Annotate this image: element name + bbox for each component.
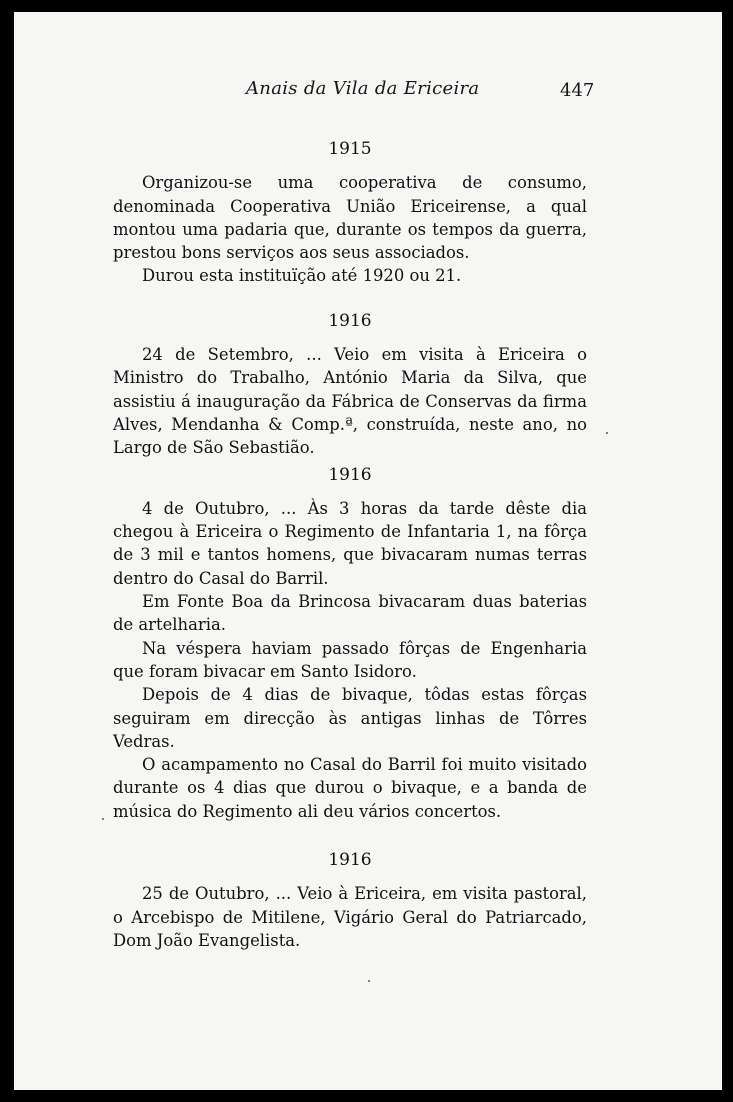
section-year: 1915 <box>328 139 372 159</box>
paragraph: O acampamento no Casal do Barril foi muito visitado durante os 4 dias que durou o bivaque, e a banda de música do Regimento ali deu vários concertos. <box>113 755 587 821</box>
section-1916-setembro <box>113 310 587 460</box>
scan-speck <box>606 432 608 434</box>
paragraph: 25 de Outubro, ... Veio à Ericeira, em visita pastoral, o Arcebispo de Mitilene, Vigário Geral do Patriarcado, Dom João Evangelista. <box>113 884 587 950</box>
section-year: 1916 <box>328 464 372 485</box>
page-number: 447 <box>560 80 595 101</box>
section-year: 1916 <box>328 850 372 871</box>
section-year: 1916 <box>328 310 372 331</box>
scan-speck <box>368 980 370 982</box>
section-1916-outubro-4 <box>113 464 587 823</box>
running-title: Anais da Vila da Ericeira <box>246 78 480 99</box>
page-header <box>14 78 722 108</box>
scan-speck <box>102 818 104 820</box>
paragraph: Em Fonte Boa da Brincosa bivacaram duas baterias de artelharia. <box>113 592 587 635</box>
paragraph: 24 de Setembro, ... Veio em visita à Ericeira o Ministro do Trabalho, António Maria da Silva, que assistiu á inauguração da Fábrica de Conservas da firma Alves, Mendanha & Comp.ª, construída, neste ano, no Largo de São Sebastião. <box>113 345 587 458</box>
section-1916-outubro-25 <box>113 849 587 952</box>
paragraph: Depois de 4 dias de bivaque, tôdas estas fôrças seguiram em direcção às antigas linhas de Tôrres Vedras. <box>113 685 587 751</box>
page-body <box>113 138 587 952</box>
paragraph: Na véspera haviam passado fôrças de Engenharia que foram bivacar em Santo Isidoro. <box>113 638 587 681</box>
paragraph: Durou esta instituïção até 1920 ou 21. <box>142 266 462 286</box>
book-page <box>14 12 722 1090</box>
section-1915 <box>113 138 587 288</box>
paragraph: Organizou-se uma cooperativa de consumo, denominada Cooperativa União Ericeirense, a qual montou uma padaria que, durante os tempos da guerra, prestou bons serviços aos seus associados. <box>113 173 587 263</box>
paragraph: 4 de Outubro, ... Às 3 horas da tarde dêste dia chegou à Ericeira o Regimento de Infantaria 1, na fôrça de 3 mil e tantos homens, que bivacaram numas terras dentro do Casal do Barril. <box>113 498 587 588</box>
